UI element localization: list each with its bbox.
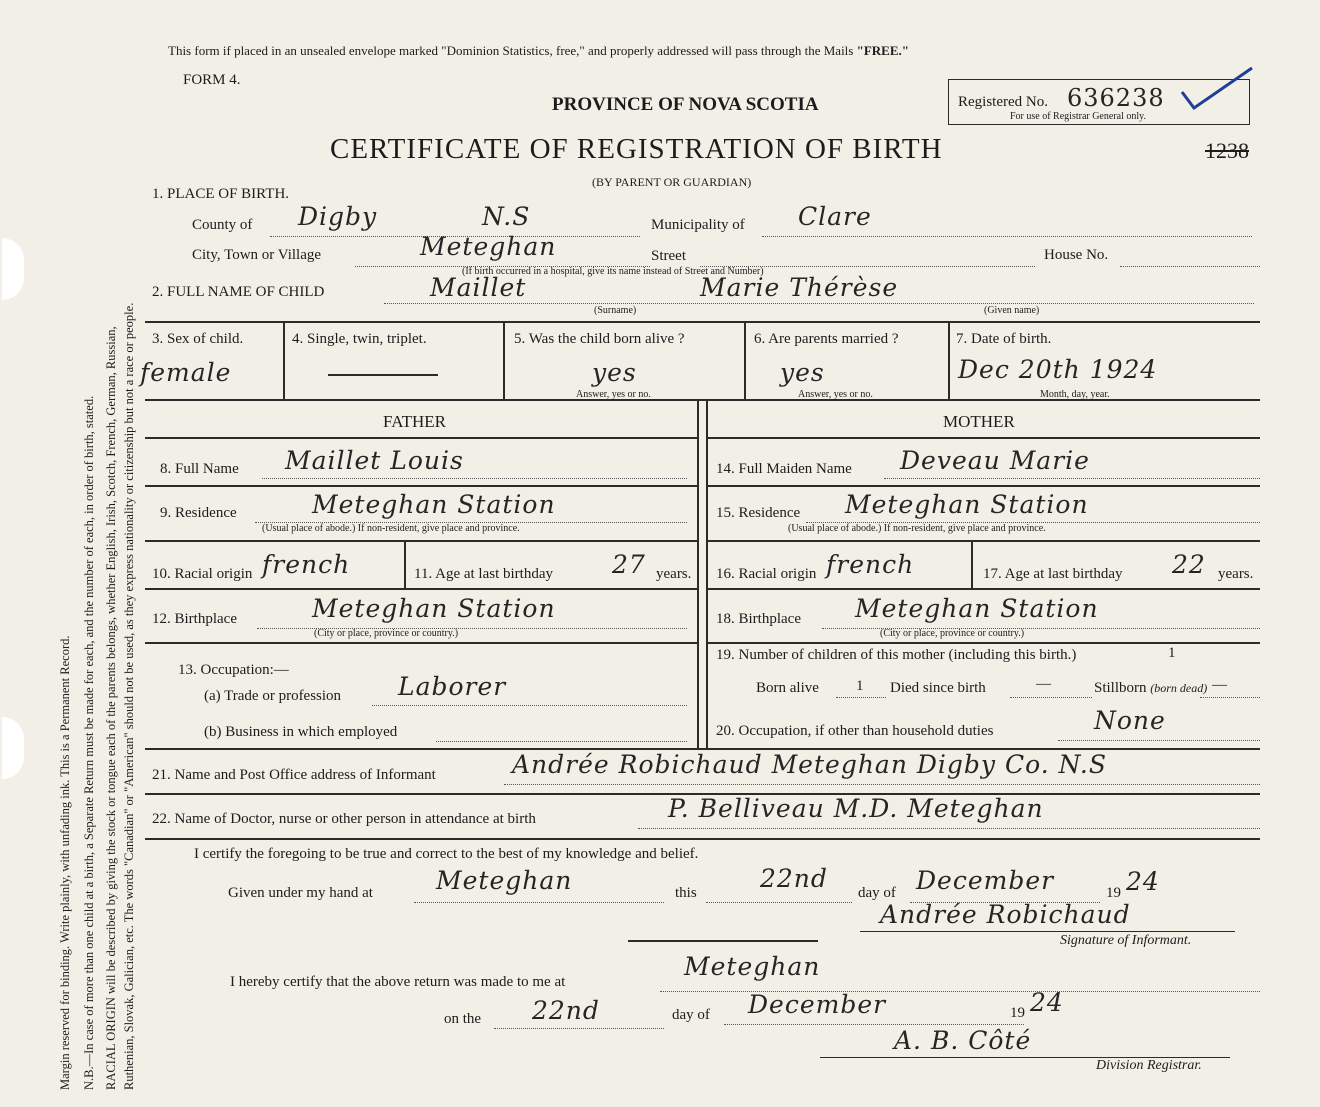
municipality-label: Municipality of: [651, 217, 745, 233]
given-year-value: 24: [1126, 867, 1160, 896]
page-subtitle: (BY PARENT OR GUARDIAN): [592, 175, 752, 189]
county-label: County of: [192, 217, 253, 233]
date-of-birth-note: Month, day, year.: [1040, 389, 1110, 400]
registrar-month-value: December: [748, 990, 887, 1019]
mother-birthplace-note: (City or place, province or country.): [880, 628, 1025, 639]
province-value: N.S: [482, 202, 531, 231]
mother-age-value: 22: [1172, 550, 1206, 579]
father-residence-note: (Usual place of abode.) If non-resident, give place and province.: [262, 523, 520, 534]
mother-residence-value: Meteghan Station: [845, 490, 1089, 519]
signature-label: Signature of Informant.: [1060, 933, 1192, 948]
mail-notice: This form if placed in an unsealed envelope marked "Dominion Statistics, free," and properly addressed will pass through the Mails "FREE.": [168, 43, 909, 58]
plurality-label: 4. Single, twin, triplet.: [292, 331, 427, 347]
answer-note: Answer, yes or no.: [576, 389, 651, 400]
trade-value: Laborer: [398, 672, 507, 701]
check-mark-icon: [1178, 64, 1258, 114]
stillborn-label: Stillborn (born dead): [1094, 680, 1208, 696]
place-of-birth-heading: 1. PLACE OF BIRTH.: [152, 186, 290, 202]
registrar-year-prefix: 19: [1010, 1005, 1025, 1021]
hospital-note: (If birth occurred in a hospital, give its name instead of Street and Number): [462, 266, 764, 277]
father-birthplace-note: (City or place, province or country.): [314, 628, 459, 639]
child-surname: Maillet: [430, 273, 527, 302]
father-residence-label: 9. Residence: [160, 505, 237, 521]
racial-origin-note: RACIAL ORIGIN will be described by giving the stock or tongue each of the parents belongs, whether English, Irish, Scotch, French, German, Russian,: [104, 326, 118, 1090]
born-alive-value: yes: [592, 358, 637, 387]
mother-name-value: Deveau Marie: [900, 446, 1090, 475]
mother-residence-label: 15. Residence: [716, 505, 801, 521]
informant-value: Andrée Robichaud Meteghan Digby Co. N.S: [512, 750, 1107, 779]
given-place-value: Meteghan: [436, 866, 573, 895]
answer-note: Answer, yes or no.: [798, 389, 873, 400]
father-name-value: Maillet Louis: [285, 446, 464, 475]
father-birthplace-value: Meteghan Station: [312, 594, 556, 623]
mother-occupation-label: 20. Occupation, if other than household duties: [716, 723, 994, 739]
informant-signature: Andrée Robichaud: [880, 900, 1131, 929]
margin-note: Margin reserved for binding. Write plainly, with unfading ink. This is a Permanent Record.: [58, 635, 72, 1090]
date-of-birth-value: Dec 20th 1924: [958, 355, 1158, 384]
mother-name-label: 14. Full Maiden Name: [716, 461, 852, 477]
business-label: (b) Business in which employed: [204, 724, 398, 740]
registrar-note: For use of Registrar General only.: [1010, 111, 1146, 122]
born-alive-label: 5. Was the child born alive ?: [514, 331, 685, 347]
registrar-place-value: Meteghan: [684, 952, 821, 981]
registrar-day-value: 22nd: [532, 996, 600, 1025]
trade-label: (a) Trade or profession: [204, 688, 342, 704]
died-value: —: [1036, 676, 1051, 692]
registrar-year-value: 24: [1030, 988, 1064, 1017]
nb-note: N.B.—In case of more than one child at a birth, a Separate Return must be made for each, and the number of each, in order of birth, stated.: [82, 395, 96, 1090]
born-alive-count-value: 1: [856, 678, 864, 694]
mother-heading: MOTHER: [943, 412, 1015, 431]
date-of-birth-label: 7. Date of birth.: [956, 331, 1052, 347]
doctor-label: 22. Name of Doctor, nurse or other person in attendance at birth: [152, 811, 536, 827]
mother-birthplace-value: Meteghan Station: [855, 594, 1099, 623]
certify-statement: I certify the foregoing to be true and correct to the best of my knowledge and belief.: [194, 846, 699, 862]
died-label: Died since birth: [890, 680, 986, 696]
doctor-value: P. Belliveau M.D. Meteghan: [668, 794, 1044, 823]
father-heading: FATHER: [383, 412, 446, 431]
street-label: Street: [651, 248, 686, 264]
father-race-value: french: [262, 550, 351, 579]
mother-birthplace-label: 18. Birthplace: [716, 611, 801, 627]
racial-origin-note-2: Ruthenian, Slovak, Galician, etc. The words "Canadian" or "American" should not be used, as they express nationality or citizenship but not a race or people.: [122, 302, 136, 1090]
registered-label: Registered No.: [958, 94, 1048, 110]
city-value: Meteghan: [420, 232, 557, 261]
division-registrar-label: Division Registrar.: [1096, 1058, 1202, 1073]
page-title: CERTIFICATE OF REGISTRATION OF BIRTH: [330, 133, 943, 165]
stillborn-value: —: [1212, 677, 1227, 693]
father-age-value: 27: [612, 550, 646, 579]
father-name-label: 8. Full Name: [160, 461, 239, 477]
given-day-value: 22nd: [760, 864, 828, 893]
binding-hole: [2, 717, 24, 779]
given-name-note: (Given name): [984, 305, 1040, 316]
father-birthplace-label: 12. Birthplace: [152, 611, 237, 627]
surname-note: (Surname): [594, 305, 637, 316]
given-under-label: Given under my hand at: [228, 885, 373, 901]
mother-age-unit: years.: [1218, 566, 1254, 582]
plurality-dash: [328, 374, 438, 376]
municipality-value: Clare: [798, 202, 872, 231]
parents-married-label: 6. Are parents married ?: [754, 331, 899, 347]
mother-age-label: 17. Age at last birthday: [983, 566, 1123, 582]
father-age-label: 11. Age at last birthday: [414, 566, 553, 582]
father-residence-value: Meteghan Station: [312, 490, 556, 519]
children-count-label: 19. Number of children of this mother (including this birth.): [716, 647, 1077, 663]
father-race-label: 10. Racial origin: [152, 566, 253, 582]
registrar-day-of-label: day of: [672, 1007, 710, 1023]
parents-married-value: yes: [780, 358, 825, 387]
mother-residence-note: (Usual place of abode.) If non-resident, give place and province.: [788, 523, 1046, 534]
sex-label: 3. Sex of child.: [152, 331, 244, 347]
binding-hole: [2, 238, 24, 300]
informant-label: 21. Name and Post Office address of Informant: [152, 767, 436, 783]
born-alive-count-label: Born alive: [756, 680, 819, 696]
registrar-signature: A. B. Côté: [894, 1026, 1032, 1055]
mother-race-value: french: [826, 550, 915, 579]
year-prefix: 19: [1106, 885, 1121, 901]
province-heading: PROVINCE OF NOVA SCOTIA: [552, 94, 819, 115]
given-month-value: December: [916, 866, 1055, 895]
mother-occupation-value: None: [1094, 706, 1166, 735]
registered-number: 636238: [1067, 84, 1165, 112]
day-of-label: day of: [858, 885, 896, 901]
mother-race-label: 16. Racial origin: [716, 566, 817, 582]
return-made-statement: I hereby certify that the above return was made to me at: [230, 974, 566, 990]
child-given-name: Marie Thérèse: [700, 273, 899, 302]
father-age-unit: years.: [656, 566, 692, 582]
county-value: Digby: [298, 202, 378, 231]
struck-number: 1238: [1205, 138, 1249, 163]
occupation-label: 13. Occupation:—: [178, 662, 289, 678]
city-label: City, Town or Village: [192, 247, 322, 263]
house-number-label: House No.: [1044, 247, 1109, 263]
form-number: FORM 4.: [183, 72, 241, 88]
sex-value: female: [140, 358, 232, 387]
children-count-value: 1: [1168, 645, 1176, 661]
on-the-label: on the: [444, 1011, 482, 1027]
child-name-label: 2. FULL NAME OF CHILD: [152, 284, 325, 300]
this-label: this: [675, 885, 697, 901]
